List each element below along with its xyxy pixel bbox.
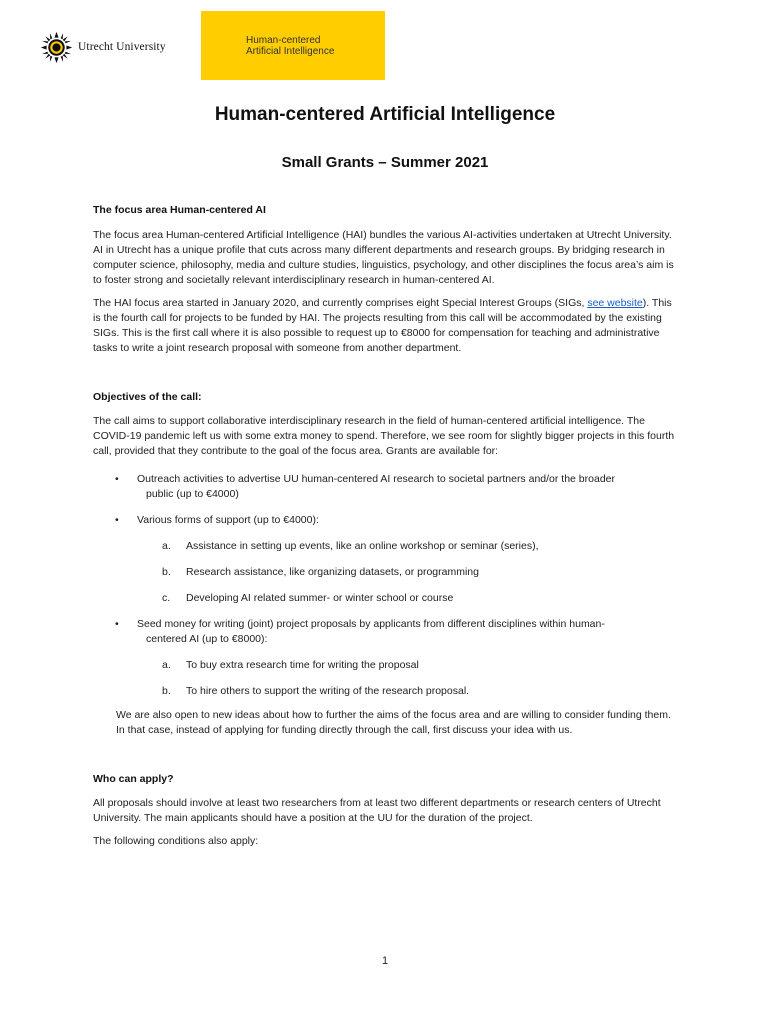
paragraph-text: ). This is the fourth call for projects to be funded by HAI. The projects resulting from this call will be accommodated by the existing SIGs. This is the first call where it is also possible to request up to €8000 for compensation for teaching and administrative tasks to write a joint research proposal with someone from another department. bbox=[93, 297, 672, 354]
sub-list-marker: b. bbox=[162, 685, 171, 697]
section-heading-who-can-apply: Who can apply? bbox=[93, 773, 174, 785]
paragraph-objectives: The call aims to support collaborative interdisciplinary research in the field of human-centered artificial intelligence. The COVID-19 pandemic left us with some extra money to spend. Therefore, we see room for slightly bigger projects in this fourth call, provided that they contribute to the goal of the focus area. Grants are available for: bbox=[93, 415, 675, 457]
hai-logo-box bbox=[201, 11, 385, 80]
sub-list-marker: a. bbox=[162, 659, 171, 671]
section-heading-objectives: Objectives of the call: bbox=[93, 391, 202, 403]
bullet-text: Various forms of support (up to €4000): bbox=[137, 514, 319, 526]
document-title: Human-centered Artificial Intelligence bbox=[214, 104, 556, 125]
list-item bbox=[93, 472, 678, 502]
document-body bbox=[93, 203, 678, 849]
bullet-text: centered AI (up to €8000): bbox=[146, 633, 268, 645]
sub-list-item bbox=[93, 565, 678, 580]
section-heading-focus-area: The focus area Human-centered AI bbox=[93, 204, 266, 216]
utrecht-university-logo bbox=[40, 30, 166, 64]
bullet-text: Outreach activities to advertise UU human-centered AI research to societal partners and/or the broader bbox=[137, 473, 615, 485]
sub-list-marker: a. bbox=[162, 540, 171, 552]
bullet-icon: • bbox=[115, 473, 119, 485]
sub-list-text: To buy extra research time for writing the proposal bbox=[186, 659, 419, 671]
sub-list-marker: b. bbox=[162, 566, 171, 578]
sub-list-text: To hire others to support the writing of the research proposal. bbox=[186, 685, 470, 697]
bullet-text: Seed money for writing (joint) project proposals by applicants from different disciplines within human- bbox=[137, 618, 605, 630]
sub-list-item bbox=[93, 539, 678, 554]
paragraph-focus-area-history bbox=[93, 296, 678, 356]
paragraph-text: The HAI focus area started in January 2020, and currently comprises eight Special Interest Groups (SIGs, bbox=[93, 297, 588, 309]
university-name: Utrecht University bbox=[78, 41, 166, 53]
bullet-icon: • bbox=[115, 514, 119, 526]
sub-list-text: Research assistance, like organizing datasets, or programming bbox=[186, 566, 479, 578]
sub-list-marker: c. bbox=[162, 592, 171, 604]
document-subtitle: Small Grants – Summer 2021 bbox=[281, 154, 489, 171]
paragraph-conditions: The following conditions also apply: bbox=[93, 835, 259, 847]
page-header bbox=[0, 0, 770, 90]
bullet-icon: • bbox=[115, 618, 119, 630]
bullet-text: public (up to €4000) bbox=[146, 488, 239, 500]
sub-list-item bbox=[93, 591, 678, 606]
paragraph-who-can-apply: All proposals should involve at least two researchers from at least two different departments or research centers of Utrecht University. The main applicants should have a position at the UU for the duration of the project. bbox=[93, 797, 661, 824]
see-website-link[interactable]: see website bbox=[587, 297, 643, 309]
university-seal-icon bbox=[40, 31, 73, 64]
hai-logo-line1: Human-centered bbox=[246, 35, 321, 46]
sub-list-item bbox=[93, 684, 678, 699]
sub-list-text: Developing AI related summer- or winter school or course bbox=[186, 592, 454, 604]
hai-logo-line2: Artificial Intelligence bbox=[246, 46, 335, 57]
list-item bbox=[93, 513, 678, 528]
sub-list-item bbox=[93, 658, 678, 673]
sub-list-text: Assistance in setting up events, like an online workshop or seminar (series), bbox=[186, 540, 539, 552]
paragraph-focus-area-intro: The focus area Human-centered Artificial Intelligence (HAI) bundles the various AI-activities undertaken at Utrecht University. AI in Utrecht has a unique profile that cuts across many different departments and research groups. By bridging research in computer science, philosophy, media and culture studies, linguistics, psychology, and other disciplines the focus area’s aim is to foster strong and societally relevant interdisciplinary research in human-centered AI. bbox=[93, 229, 674, 286]
paragraph-open-to-ideas: We are also open to new ideas about how to further the aims of the focus area and are willing to consider funding them. In that case, instead of applying for funding directly through the call, first discuss your idea with us. bbox=[116, 709, 671, 736]
page-number: 1 bbox=[381, 955, 389, 967]
list-item bbox=[93, 617, 678, 647]
